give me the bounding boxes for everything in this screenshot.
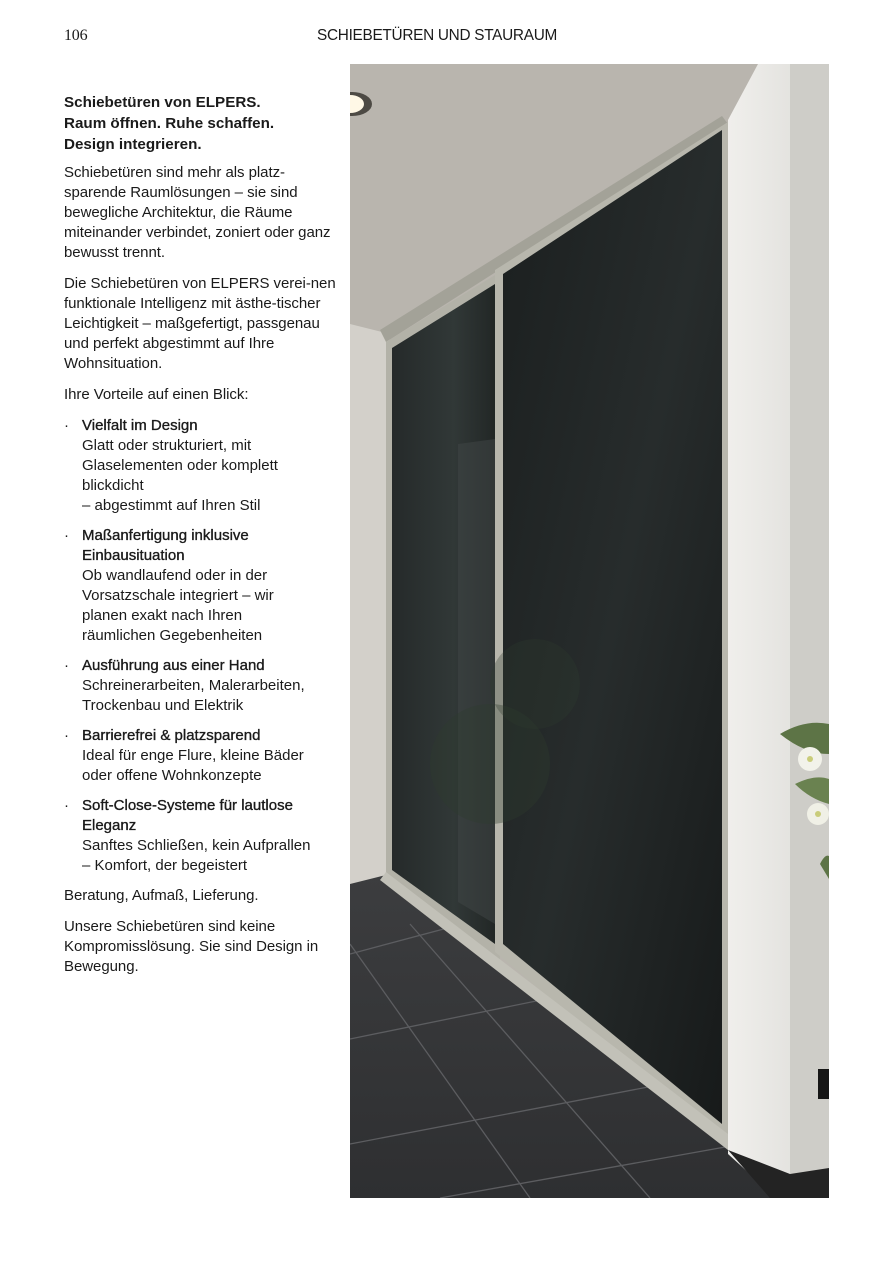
benefit-text: Schreinerarbeiten, Malerarbeiten, [82, 677, 305, 694]
bullet-icon: · [64, 727, 69, 744]
benefit-title: Barrierefrei & platzsparend [82, 727, 261, 744]
bullet-icon: · [64, 657, 69, 674]
photo-illustration [350, 64, 829, 1198]
benefit-text: – Komfort, der begeistert [82, 857, 248, 874]
benefit-title: Maßanfertigung inklusive Einbausituation [82, 527, 249, 564]
benefit-text: räumlichen Gegebenheiten [82, 627, 263, 644]
benefit-item [64, 726, 340, 786]
running-header: SCHIEBETÜREN UND STAURAUM [317, 27, 558, 44]
reflection [458, 439, 495, 924]
headline-line: Schiebetüren von ELPERS. [64, 94, 261, 111]
benefit-title: Soft-Close-Systeme für lautlose Eleganz [82, 797, 293, 834]
left-wall [350, 324, 390, 914]
benefit-text: Glaselementen oder komplett [82, 457, 278, 474]
headline [64, 92, 340, 155]
intro-paragraph: Die Schiebetüren von ELPERS verei-nen funktionale Intelligenz mit ästhe-tischer Leichtigkeit – maßgefertigt, passgenau und perfekt abgestimmt auf Ihre Wohnsituation. [64, 275, 336, 372]
benefit-text: blickdicht [82, 477, 144, 494]
closing-paragraph: Beratung, Aufmaß, Lieferung. [64, 887, 259, 904]
benefit-text: – abgestimmt auf Ihren Stil [82, 497, 261, 514]
benefit-title: Ausführung aus einer Hand [82, 657, 265, 674]
benefit-item [64, 416, 340, 516]
article-column [64, 92, 340, 988]
bullet-icon: · [64, 527, 69, 544]
headline-line: Design integrieren. [64, 136, 202, 153]
benefit-text: Ideal für enge Flure, kleine Bäder [82, 747, 304, 764]
benefits-intro: Ihre Vorteile auf einen Blick: [64, 386, 249, 403]
bullet-icon: · [64, 797, 69, 814]
benefits-list [64, 416, 340, 876]
intro-paragraph: Schiebetüren sind mehr als platz-sparende Raumlösungen – sie sind bewegliche Architektur, die Räume miteinander verbindet, zoniert oder ganz bewusst trennt. [64, 164, 331, 261]
headline-line: Raum öffnen. Ruhe schaffen. [64, 115, 275, 132]
benefit-item [64, 656, 340, 716]
benefit-text: Trockenbau und Elektrik [82, 697, 244, 714]
benefit-text: Glatt oder strukturiert, mit [82, 437, 252, 454]
page-number: 106 [64, 27, 88, 44]
benefit-title: Vielfalt im Design [82, 417, 198, 434]
benefit-text: Sanftes Schließen, kein Aufprallen [82, 837, 311, 854]
bullet-icon: · [64, 417, 69, 434]
benefit-text: oder offene Wohnkonzepte [82, 767, 262, 784]
closing-paragraph: Unsere Schiebetüren sind keine Kompromisslösung. Sie sind Design in Bewegung. [64, 918, 319, 975]
benefit-item [64, 796, 340, 876]
benefit-text: planen exakt nach Ihren [82, 607, 243, 624]
side-table [818, 1069, 829, 1099]
benefit-text: Ob wandlaufend oder in der [82, 567, 268, 584]
sliding-door-photo [350, 64, 829, 1198]
benefit-item [64, 526, 340, 646]
benefit-text: Vorsatzschale integriert – wir [82, 587, 274, 604]
